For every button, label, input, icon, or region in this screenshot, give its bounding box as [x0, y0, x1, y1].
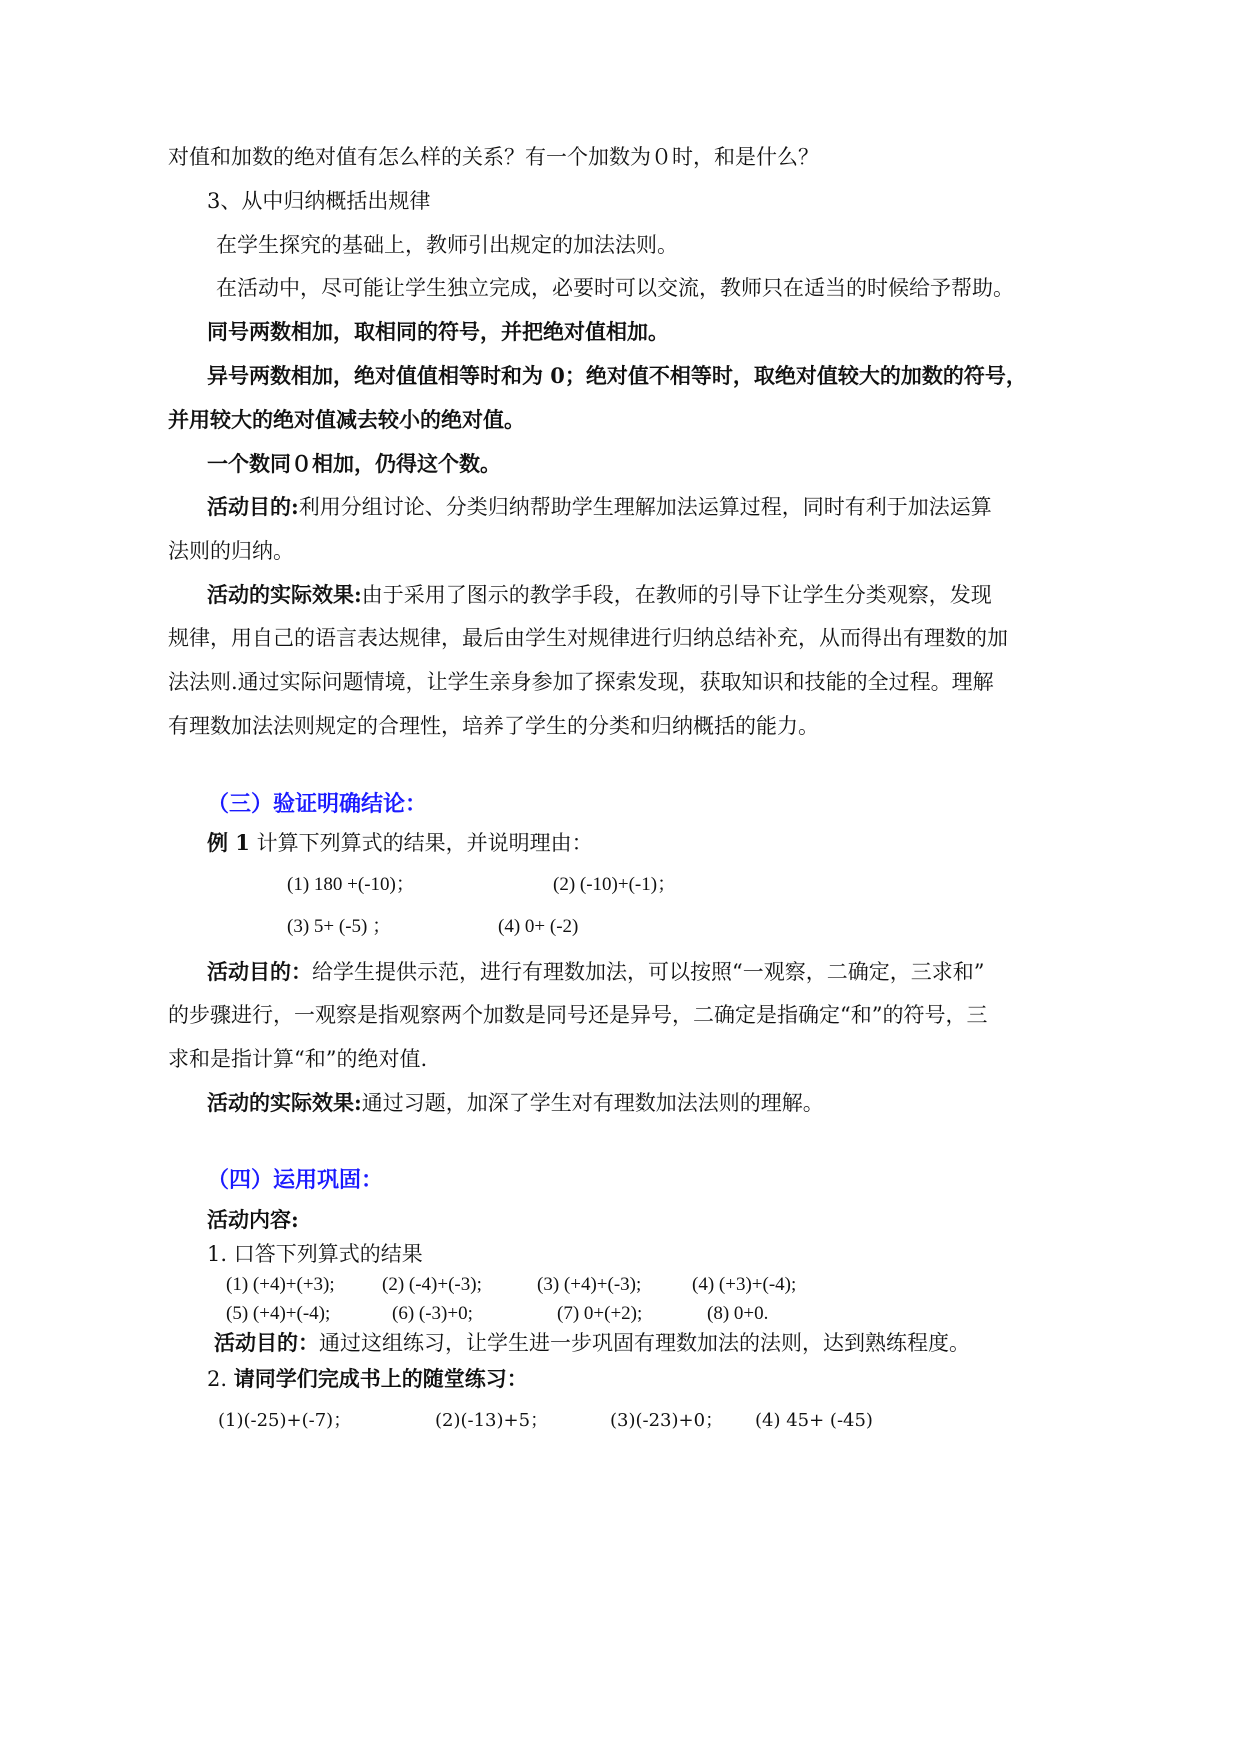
- activity-content-label: 活动内容:: [207, 1207, 299, 1232]
- example-item: (3) 5+ (-5) ；: [287, 916, 392, 937]
- activity-purpose-two: [207, 958, 984, 986]
- activity-effect-line: 法法则.通过实际问题情境，让学生亲身参加了探索发现，获取知识和技能的全过程。理解: [168, 670, 994, 694]
- question-two-number: 2.: [207, 1367, 228, 1391]
- activity-purpose-three-label: 活动目的：: [214, 1330, 319, 1355]
- section-four-title: （四）运用巩固：: [207, 1167, 384, 1193]
- rule-same-sign: 同号两数相加，取相同的符号，并把绝对值相加。: [207, 319, 669, 344]
- activity-effect-line: 有理数加法法则规定的合理性，培养了学生的分类和归纳概括的能力。: [168, 714, 819, 738]
- paragraph-continuation: 对值和加数的绝对值有怎么样的关系？有一个加数为０时，和是什么？: [168, 145, 819, 169]
- step-heading: 3、从中归纳概括出规律: [207, 189, 431, 213]
- activity-effect-two: [207, 1089, 824, 1117]
- oral-item: (2) (-4)+(-3);: [382, 1274, 482, 1295]
- paragraph: 在活动中，尽可能让学生独立完成，必要时可以交流，教师只在适当的时候给予帮助。: [216, 276, 1014, 300]
- rule-different-sign: 异号两数相加，绝对值值相等时和为 0；绝对值不相等时，取绝对值较大的加数的符号，: [207, 363, 1027, 388]
- question-two-text: 请同学们完成书上的随堂练习：: [233, 1366, 528, 1391]
- paragraph: 在学生探究的基础上，教师引出规定的加法法则。: [216, 233, 678, 257]
- activity-purpose-text: 利用分组讨论、分类归纳帮助学生理解加法运算过程，同时有利于加法运算: [298, 495, 992, 519]
- oral-item: (3) (+4)+(-3);: [537, 1274, 642, 1295]
- activity-effect-two-text: 通过习题，加深了学生对有理数加法法则的理解。: [361, 1091, 824, 1115]
- example-text: 计算下列算式的结果，并说明理由：: [256, 831, 593, 855]
- example-item: (2) (-10)+(-1)；: [553, 874, 677, 895]
- activity-purpose-two-line: 求和是指计算“和”的绝对值.: [168, 1047, 428, 1071]
- oral-item: (8) 0+0.: [707, 1303, 769, 1324]
- question-two: [207, 1365, 528, 1393]
- activity-purpose: [207, 493, 992, 521]
- oral-item: (7) 0+(+2);: [557, 1303, 643, 1324]
- activity-purpose-label: 活动目的:: [207, 494, 299, 519]
- example-item: (4) 0+ (-2): [498, 916, 579, 937]
- activity-purpose-two-text: 给学生提供示范，进行有理数加法，可以按照“一观察，二确定，三求和”: [312, 960, 985, 984]
- activity-purpose-three-text: 通过这组练习，让学生进一步巩固有理数加法的法则，达到熟练程度。: [319, 1331, 970, 1355]
- activity-purpose-two-label: 活动目的：: [207, 959, 312, 984]
- activity-purpose-three: [214, 1329, 970, 1357]
- practice-item: (1)(-25)+(-7)；: [218, 1410, 352, 1431]
- practice-item: (2)(-13)+5；: [435, 1410, 549, 1431]
- activity-effect-label: 活动的实际效果:: [207, 582, 362, 607]
- activity-effect: [207, 581, 992, 609]
- example-one: [207, 829, 593, 857]
- oral-item: (4) (+3)+(-4);: [692, 1274, 797, 1295]
- question-one: 1. 口答下列算式的结果: [207, 1242, 423, 1266]
- activity-purpose-two-line: 的步骤进行，一观察是指观察两个加数是同号还是异号，二确定是指确定“和”的符号，三: [168, 1003, 988, 1027]
- activity-effect-text: 由于采用了图示的教学手段，在教师的引导下让学生分类观察，发现: [361, 583, 992, 607]
- practice-item: (3)(-23)+0；: [610, 1410, 724, 1431]
- activity-purpose-continued: 法则的归纳。: [168, 539, 294, 563]
- example-item: (1) 180 +(-10)；: [287, 874, 415, 895]
- example-label: 例 1: [207, 830, 250, 855]
- oral-item: (1) (+4)+(+3);: [226, 1274, 335, 1295]
- activity-effect-line: 规律，用自己的语言表达规律，最后由学生对规律进行归纳总结补充，从而得出有理数的加: [168, 626, 1008, 650]
- oral-item: (5) (+4)+(-4);: [226, 1303, 331, 1324]
- rule-different-sign-continued: 并用较大的绝对值减去较小的绝对值。: [168, 407, 525, 432]
- oral-item: (6) (-3)+0;: [392, 1303, 473, 1324]
- section-three-title: （三）验证明确结论：: [207, 791, 428, 817]
- rule-zero: 一个数同０相加，仍得这个数。: [207, 451, 501, 476]
- activity-effect-two-label: 活动的实际效果:: [207, 1090, 362, 1115]
- practice-item: (4) 45+ (-45): [755, 1410, 873, 1431]
